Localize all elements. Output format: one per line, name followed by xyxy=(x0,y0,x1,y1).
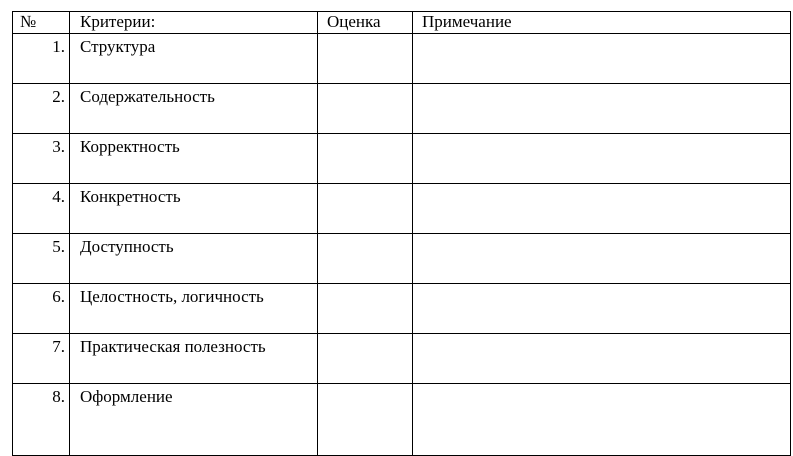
table-row xyxy=(13,34,791,84)
row-score-cell[interactable] xyxy=(318,84,413,134)
table-row xyxy=(13,284,791,334)
header-score: Оценка xyxy=(318,12,413,34)
row-number: 1. xyxy=(13,34,70,84)
row-score-cell[interactable] xyxy=(318,234,413,284)
row-score-cell[interactable] xyxy=(318,34,413,84)
table-header-row xyxy=(13,12,791,34)
table-row xyxy=(13,184,791,234)
table-row xyxy=(13,134,791,184)
row-score-cell[interactable] xyxy=(318,334,413,384)
row-number: 2. xyxy=(13,84,70,134)
row-note-cell[interactable] xyxy=(413,134,791,184)
row-number: 6. xyxy=(13,284,70,334)
table-row xyxy=(13,384,791,456)
row-number: 3. xyxy=(13,134,70,184)
row-criterion: Целостность, логичность xyxy=(70,284,318,334)
row-number: 5. xyxy=(13,234,70,284)
row-criterion: Практическая полезность xyxy=(70,334,318,384)
row-note-cell[interactable] xyxy=(413,234,791,284)
table-row xyxy=(13,334,791,384)
row-note-cell[interactable] xyxy=(413,284,791,334)
table-row xyxy=(13,84,791,134)
row-score-cell[interactable] xyxy=(318,284,413,334)
row-score-cell[interactable] xyxy=(318,184,413,234)
row-note-cell[interactable] xyxy=(413,184,791,234)
row-note-cell[interactable] xyxy=(413,34,791,84)
row-criterion: Содержательность xyxy=(70,84,318,134)
row-criterion: Доступность xyxy=(70,234,318,284)
row-criterion: Структура xyxy=(70,34,318,84)
row-criterion: Корректность xyxy=(70,134,318,184)
row-number: 4. xyxy=(13,184,70,234)
table-row xyxy=(13,234,791,284)
row-score-cell[interactable] xyxy=(318,384,413,456)
row-number: 8. xyxy=(13,384,70,456)
evaluation-table xyxy=(12,11,791,456)
row-criterion: Оформление xyxy=(70,384,318,456)
row-note-cell[interactable] xyxy=(413,334,791,384)
row-number: 7. xyxy=(13,334,70,384)
header-criteria: Критерии: xyxy=(70,12,318,34)
row-criterion: Конкретность xyxy=(70,184,318,234)
row-note-cell[interactable] xyxy=(413,384,791,456)
row-note-cell[interactable] xyxy=(413,84,791,134)
row-score-cell[interactable] xyxy=(318,134,413,184)
header-note: Примечание xyxy=(413,12,791,34)
header-number: № xyxy=(13,12,70,34)
